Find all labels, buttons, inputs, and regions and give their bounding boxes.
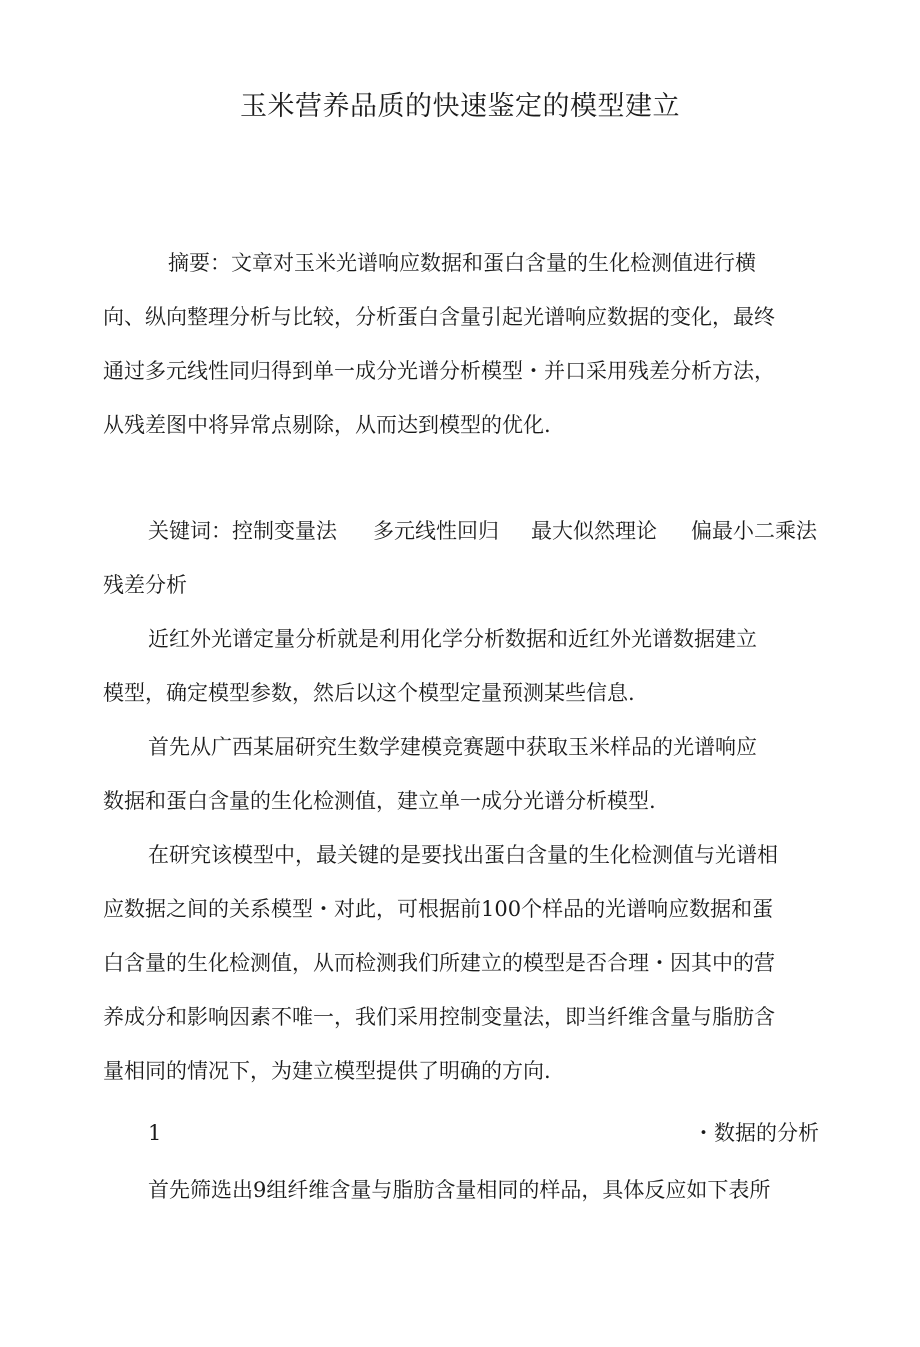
abstract-line-4: 从残差图中将异常点剔除，从而达到模型的优化. <box>103 413 551 437</box>
paragraph-line: 数据和蛋白含量的生化检测值，建立单一成分光谱分析模型. <box>103 789 656 813</box>
abstract-line-1: 摘要：文章对玉米光谱响应数据和蛋白含量的生化检测值进行横 <box>168 251 756 275</box>
paragraph-line: 首先从广西某届研究生数学建模竞赛题中获取玉米样品的光谱响应 <box>148 735 757 759</box>
abstract-line-2: 向、纵向整理分析与比较，分析蛋白含量引起光谱响应数据的变化，最终 <box>103 305 775 329</box>
keyword-item: 残差分析 <box>103 573 187 597</box>
keyword-item: 多元线性回归 <box>373 519 499 543</box>
paragraph-line: 量相同的情况下，为建立模型提供了明确的方向. <box>103 1059 551 1083</box>
section-number: 1 <box>148 1121 162 1145</box>
paragraph-line: 白含量的生化检测值，从而检测我们所建立的模型是否合理・因其中的营 <box>103 951 775 975</box>
abstract-line-3: 通过多元线性同归得到单一成分光谱分析模型・并口采用残差分析方法， <box>103 359 775 383</box>
keyword-item: 最大似然理论 <box>531 519 657 543</box>
paragraph-line: 养成分和影响因素不唯一，我们采用控制变量法，即当纤维含量与脂肪含 <box>103 1005 775 1029</box>
document-title: 玉米营养品质的快速鉴定的模型建立 <box>240 91 680 122</box>
paragraph-line: 在研究该模型中，最关键的是要找出蛋白含量的生化检测值与光谱相 <box>148 843 778 867</box>
paragraph-line: 近红外光谱定量分析就是利用化学分析数据和近红外光谱数据建立 <box>148 627 757 651</box>
paragraph-line: 模型，确定模型参数，然后以这个模型定量预测某些信息. <box>103 681 635 705</box>
section-title: ・数据的分析 <box>693 1121 819 1145</box>
paragraph-line: 应数据之间的关系模型・对此，可根据前100个样品的光谱响应数据和蛋 <box>103 897 774 921</box>
keyword-item: 偏最小二乘法 <box>691 519 817 543</box>
keywords-label: 关键词：控制变量法 <box>148 519 337 543</box>
paragraph-line: 首先筛选出9组纤维含量与脂肪含量相同的样品，具体反应如下表所 <box>148 1178 771 1202</box>
